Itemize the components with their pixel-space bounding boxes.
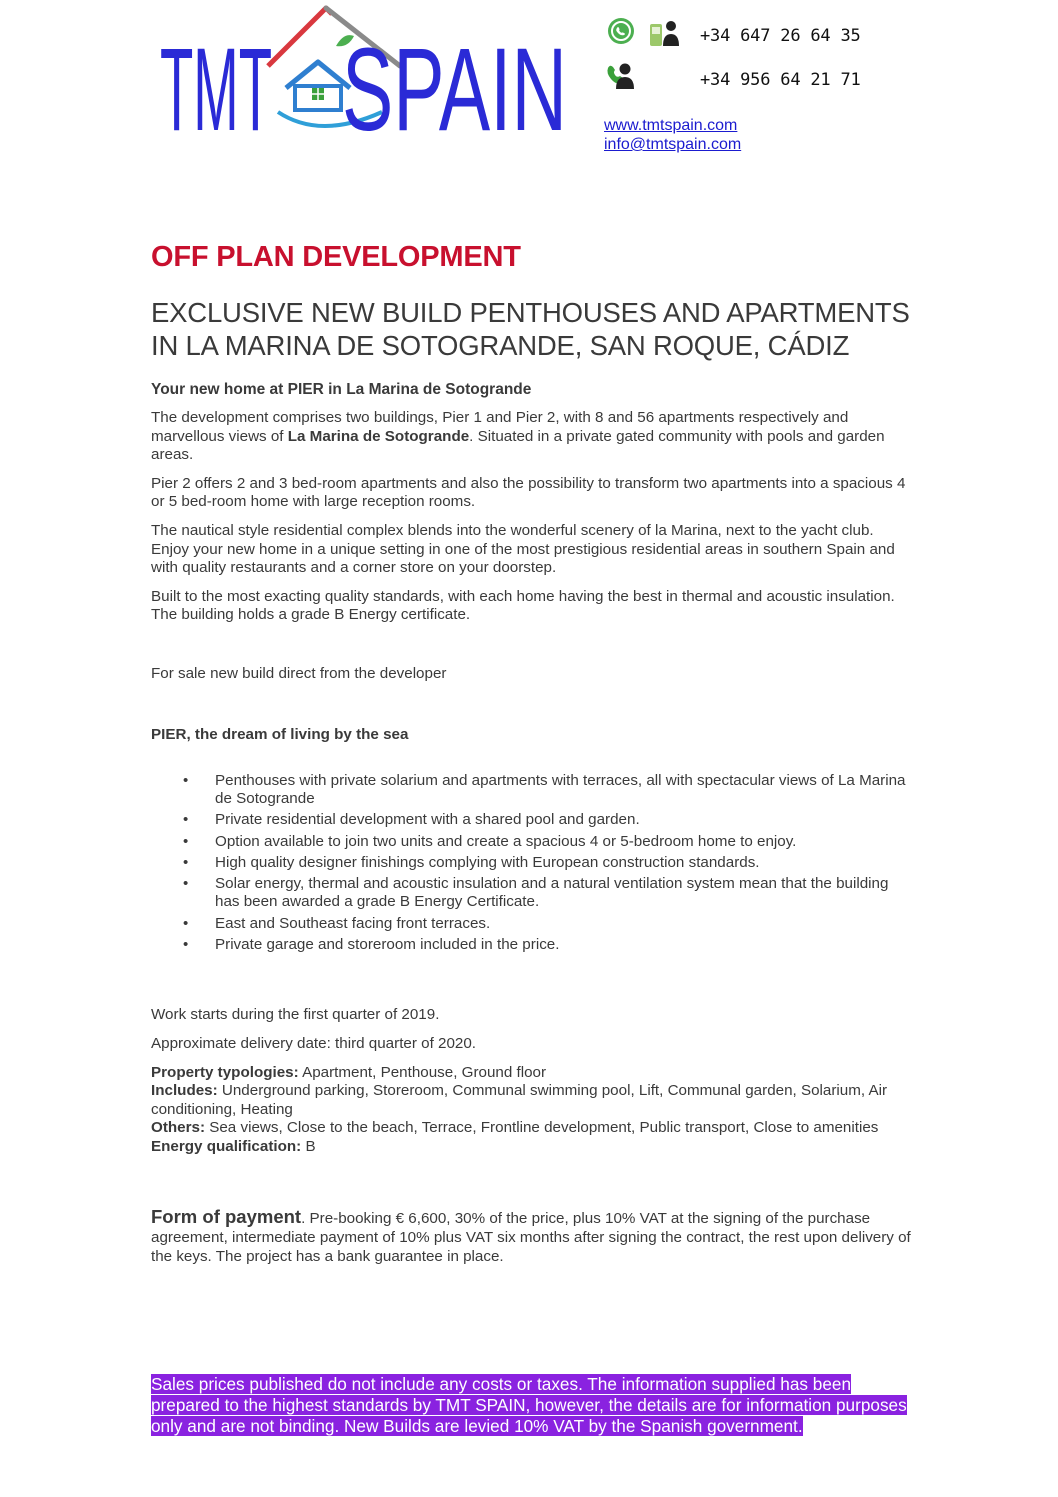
office-phone-row — [604, 60, 904, 92]
list-item — [183, 874, 911, 912]
bullet: • — [183, 874, 189, 892]
spec-includes — [151, 1082, 911, 1119]
delivery-date-text: Approximate delivery date: third quarter of 2020. — [151, 1035, 477, 1053]
bullet: • — [183, 832, 189, 850]
spec-others — [151, 1119, 911, 1138]
list-item-text: Penthouses with private solarium and apartments with terraces, all with spectacular views of La Marina de Sotogrande — [215, 771, 906, 808]
paragraph-quality: Built to the most exacting quality standards, with each home having the best in thermal and acoustic insulation. The building holds a grade B Energy certificate. — [151, 587, 895, 624]
spec-label: Energy qualification: — [151, 1138, 302, 1155]
office-phone-number[interactable]: +34 956 64 21 71 — [700, 70, 861, 90]
payment-text: . Pre-booking € 6,600, 30% of the price, plus 10% VAT at the signing of the purchase agreement, intermediate payment of 10% plus VAT six months after signing the contract, the rest upon delivery of the keys. The project has a bank guarantee in place. — [151, 1209, 911, 1266]
spec-value: Sea views, Close to the beach, Terrace, Frontline development, Public transport, Close to amenities — [205, 1119, 879, 1137]
payment-label: Form of payment — [151, 1205, 302, 1227]
paragraph-development — [151, 409, 911, 465]
work-start-text: Work starts during the first quarter of 2019. — [151, 1006, 440, 1024]
logo-text-spain: SPAIN — [342, 24, 567, 139]
contact-links — [604, 116, 741, 154]
spec-typologies — [151, 1064, 911, 1083]
features-title: PIER, the dream of living by the sea — [151, 725, 409, 743]
list-item — [183, 935, 911, 955]
category-heading: OFF PLAN DEVELOPMENT — [151, 241, 521, 273]
list-item — [183, 811, 911, 830]
bullet: • — [183, 771, 189, 789]
bullet: • — [183, 914, 189, 932]
sale-note: For sale new build direct from the developer — [151, 664, 447, 682]
mobile-phone-number[interactable]: +34 647 26 64 35 — [700, 26, 861, 46]
paragraph-bold-text: La Marina de Sotogrande — [287, 427, 470, 445]
paragraph-text: . Situated in a private gated community with pools and garden areas. — [151, 427, 885, 464]
list-item-text: Private garage and storeroom included in the price. — [215, 935, 560, 953]
email-link[interactable]: info@tmtspain.com — [604, 136, 742, 153]
list-item-text: Solar energy, thermal and acoustic insulation and a natural ventilation system mean that the building has been awarded a grade B Energy Certificate. — [215, 874, 889, 911]
phone-contact-icon — [606, 60, 636, 95]
list-item-text: Option available to join two units and create a spacious 4 or 5-bedroom home to enjoy. — [215, 832, 797, 850]
payment-terms — [151, 1207, 911, 1267]
list-item — [183, 832, 911, 852]
spec-energy — [151, 1138, 911, 1157]
disclaimer — [151, 1374, 911, 1437]
logo-text-tmt: TMT — [160, 24, 272, 139]
contact-block — [604, 16, 904, 161]
subheading: Your new home at PIER in La Marina de Sotogrande — [151, 381, 532, 398]
list-item — [183, 914, 911, 934]
spec-value: Apartment, Penthouse, Ground floor — [298, 1063, 547, 1081]
list-item — [183, 771, 911, 809]
main-content — [151, 238, 911, 1267]
list-item-text: High quality designer finishings complying with European construction standards. — [215, 853, 760, 871]
paragraph-pier2: Pier 2 offers 2 and 3 bed-room apartments and also the possibility to transform two apartments into a spacious 4 or 5 bed-room home with large reception rooms. — [151, 474, 906, 511]
website-link[interactable]: www.tmtspain.com — [604, 117, 738, 134]
list-item — [183, 853, 911, 873]
bullet: • — [183, 853, 189, 871]
bullet: • — [183, 935, 189, 953]
list-item-text: East and Southeast facing front terraces. — [215, 914, 491, 932]
tmt-spain-logo[interactable] — [160, 4, 570, 139]
page-title: EXCLUSIVE NEW BUILD PENTHOUSES AND APARTMENTS IN LA MARINA DE SOTOGRANDE, SAN ROQUE, CÁDIZ — [151, 297, 910, 361]
mobile-phone-icon — [648, 18, 680, 53]
spec-label: Property typologies: — [151, 1063, 299, 1081]
bullet: • — [183, 811, 189, 829]
spec-value: Underground parking, Storeroom, Communal swimming pool, Lift, Communal garden, Solarium, Air conditioning, Heating — [151, 1082, 888, 1118]
spec-label: Others: — [151, 1119, 206, 1137]
disclaimer-text: Sales prices published do not include any costs or taxes. The information supplied has been prepared to the highest standards by TMT SPAIN, however, the details are for information purposes only and are not binding. New Builds are levied 10% VAT by the Spanish government. — [151, 1374, 907, 1436]
house-roof-logo-icon — [160, 4, 570, 139]
paragraph-nautical: The nautical style residential complex blends into the wonderful scenery of la Marina, next to the yacht club. Enjoy your new home in a unique setting in one of the most prestigious residential areas in southern Spain and with quality restaurants and a corner store on your doorstep. — [151, 521, 895, 577]
features-list — [151, 772, 911, 955]
property-specs — [151, 1064, 911, 1157]
whatsapp-icon[interactable] — [606, 16, 636, 51]
spec-value: B — [301, 1138, 316, 1155]
spec-label: Includes: — [151, 1082, 218, 1100]
list-item-text: Private residential development with a shared pool and garden. — [215, 811, 640, 829]
mobile-phone-row — [604, 16, 904, 48]
paragraph-text: The development comprises two buildings, Pier 1 and Pier 2, with 8 and 56 apartments respectively and marvellous views of — [151, 409, 849, 445]
